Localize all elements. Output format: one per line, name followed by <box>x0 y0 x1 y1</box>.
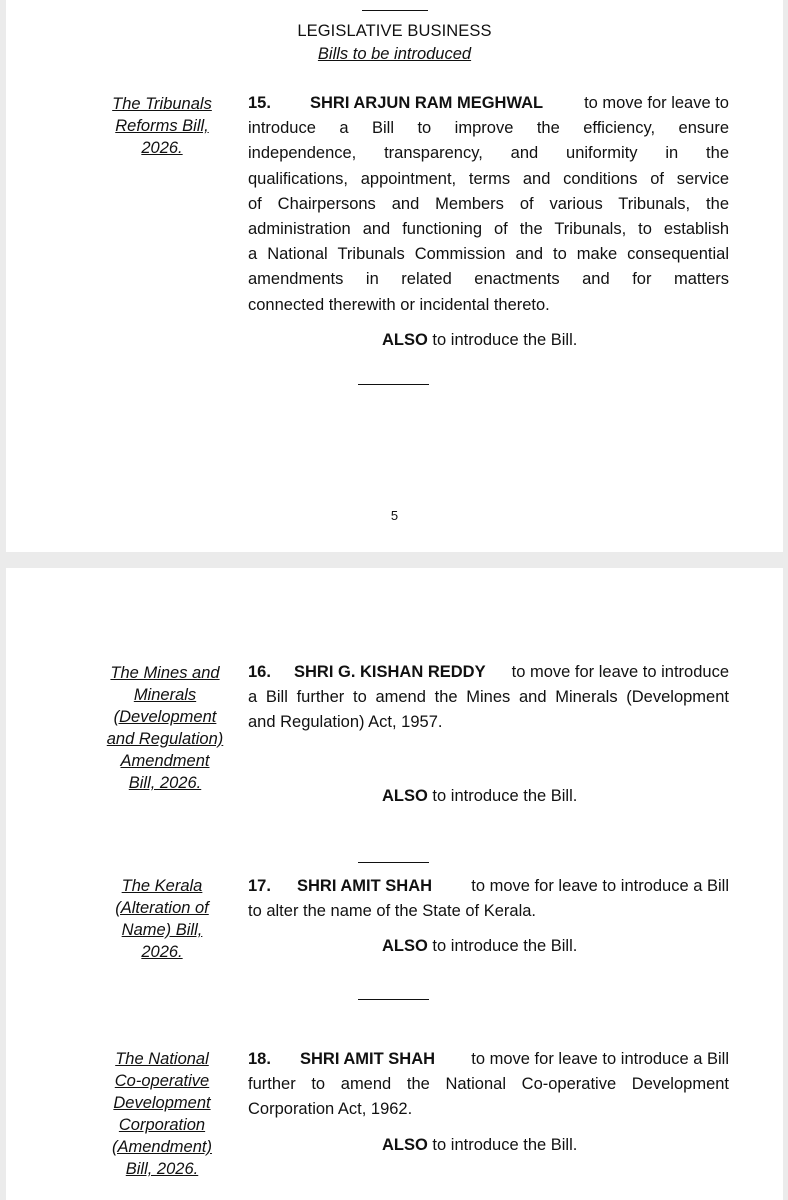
motion-text: qualifications, appointment, terms and conditions of service <box>248 169 729 188</box>
member-name: SHRI AMIT SHAH <box>300 1050 436 1068</box>
also-text: to introduce the Bill. <box>427 1136 578 1154</box>
motion-text: and Regulation) Act, 1957. <box>248 713 443 732</box>
motion-text: independence, transparency, and uniformity in the <box>248 144 729 163</box>
section-title: LEGISLATIVE BUSINESS <box>297 22 492 40</box>
motion-text: connected therewith or incidental thereto. <box>248 295 550 314</box>
motion-paragraph <box>248 660 729 736</box>
top-divider <box>362 10 428 11</box>
motion-text: to alter the name of the State of Kerala. <box>248 902 537 921</box>
also-keyword: ALSO <box>382 937 428 955</box>
motion-text: to move for leave to introduce <box>511 663 729 681</box>
motion-text: Corporation Act, 1962. <box>248 1100 413 1119</box>
motion-text: to move for leave to <box>584 94 729 112</box>
also-text: to introduce the Bill. <box>427 787 578 805</box>
also-line <box>382 787 577 806</box>
page-number: 5 <box>390 508 399 523</box>
motion-first-line <box>248 874 729 899</box>
motion-text: further to amend the National Co-operative Development <box>248 1075 729 1094</box>
bill-short-title-line: Amendment <box>120 752 210 770</box>
also-line <box>382 1136 577 1155</box>
also-text: to introduce the Bill. <box>427 331 578 349</box>
bill-short-title-line: Development <box>113 1094 211 1112</box>
bill-short-title-line: (Amendment) <box>112 1138 212 1156</box>
bill-short-title-line: Co-operative <box>114 1072 210 1090</box>
item-divider <box>358 862 429 863</box>
also-text: to introduce the Bill. <box>427 937 578 955</box>
motion-text: of Chairpersons and Members of various Tribunals, the <box>248 194 729 213</box>
bill-short-title-line: Corporation <box>118 1116 206 1134</box>
motion-first-line <box>248 660 729 685</box>
bill-short-title-line: 2026. <box>141 139 183 157</box>
document-page-2 <box>6 568 783 1200</box>
bill-short-title-line: The National <box>115 1050 209 1068</box>
item-number: 17. <box>248 877 271 895</box>
member-name: SHRI G. KISHAN REDDY <box>294 663 486 681</box>
also-keyword: ALSO <box>382 1136 428 1154</box>
motion-paragraph <box>248 874 729 924</box>
motion-text: amendments in related enactments and for matters <box>248 270 729 289</box>
bill-short-title <box>96 1048 228 1180</box>
item-divider <box>358 384 429 385</box>
bill-short-title-line: Bill, 2026. <box>128 774 202 792</box>
member-name: SHRI AMIT SHAH <box>297 877 433 895</box>
bill-short-title-line: Bill, 2026. <box>125 1160 199 1178</box>
also-line <box>382 331 577 350</box>
item-number: 18. <box>248 1050 271 1068</box>
motion-first-line <box>248 1047 729 1072</box>
item-divider <box>358 999 429 1000</box>
motion-text: to move for leave to introduce a Bill <box>471 877 729 895</box>
motion-text: a Bill further to amend the Mines and Minerals (Development <box>248 688 729 707</box>
bill-short-title <box>96 93 228 159</box>
motion-paragraph <box>248 91 729 318</box>
bill-short-title-line: and Regulation) <box>106 730 224 748</box>
motion-text: to move for leave to introduce a Bill <box>471 1050 729 1068</box>
motion-text: a National Tribunals Commission and to make consequential <box>248 245 729 264</box>
motion-paragraph <box>248 1047 729 1123</box>
item-number: 15. <box>248 94 271 112</box>
member-name: SHRI ARJUN RAM MEGHWAL <box>310 94 544 112</box>
document-page-1 <box>6 0 783 552</box>
also-line <box>382 937 577 956</box>
bill-short-title-line: 2026. <box>141 943 183 961</box>
bill-short-title-line: Name) Bill, <box>121 921 203 939</box>
section-subtitle: Bills to be introduced <box>317 45 472 63</box>
bill-short-title-line: Minerals <box>133 686 197 704</box>
bill-short-title <box>96 662 234 794</box>
bill-short-title-line: (Alteration of <box>115 899 209 917</box>
bill-short-title-line: The Tribunals <box>112 95 212 113</box>
also-keyword: ALSO <box>382 331 428 349</box>
bill-short-title-line: (Development <box>113 708 217 726</box>
bill-short-title <box>96 875 228 963</box>
motion-first-line <box>248 91 729 116</box>
bill-short-title-line: Reforms Bill, <box>115 117 209 135</box>
bill-short-title-line: The Mines and <box>110 664 220 682</box>
motion-text: administration and functioning of the Tribunals, to establish <box>248 219 729 238</box>
motion-text: introduce a Bill to improve the efficiency, ensure <box>248 119 729 138</box>
bill-short-title-line: The Kerala <box>121 877 203 895</box>
item-number: 16. <box>248 663 271 681</box>
also-keyword: ALSO <box>382 787 428 805</box>
